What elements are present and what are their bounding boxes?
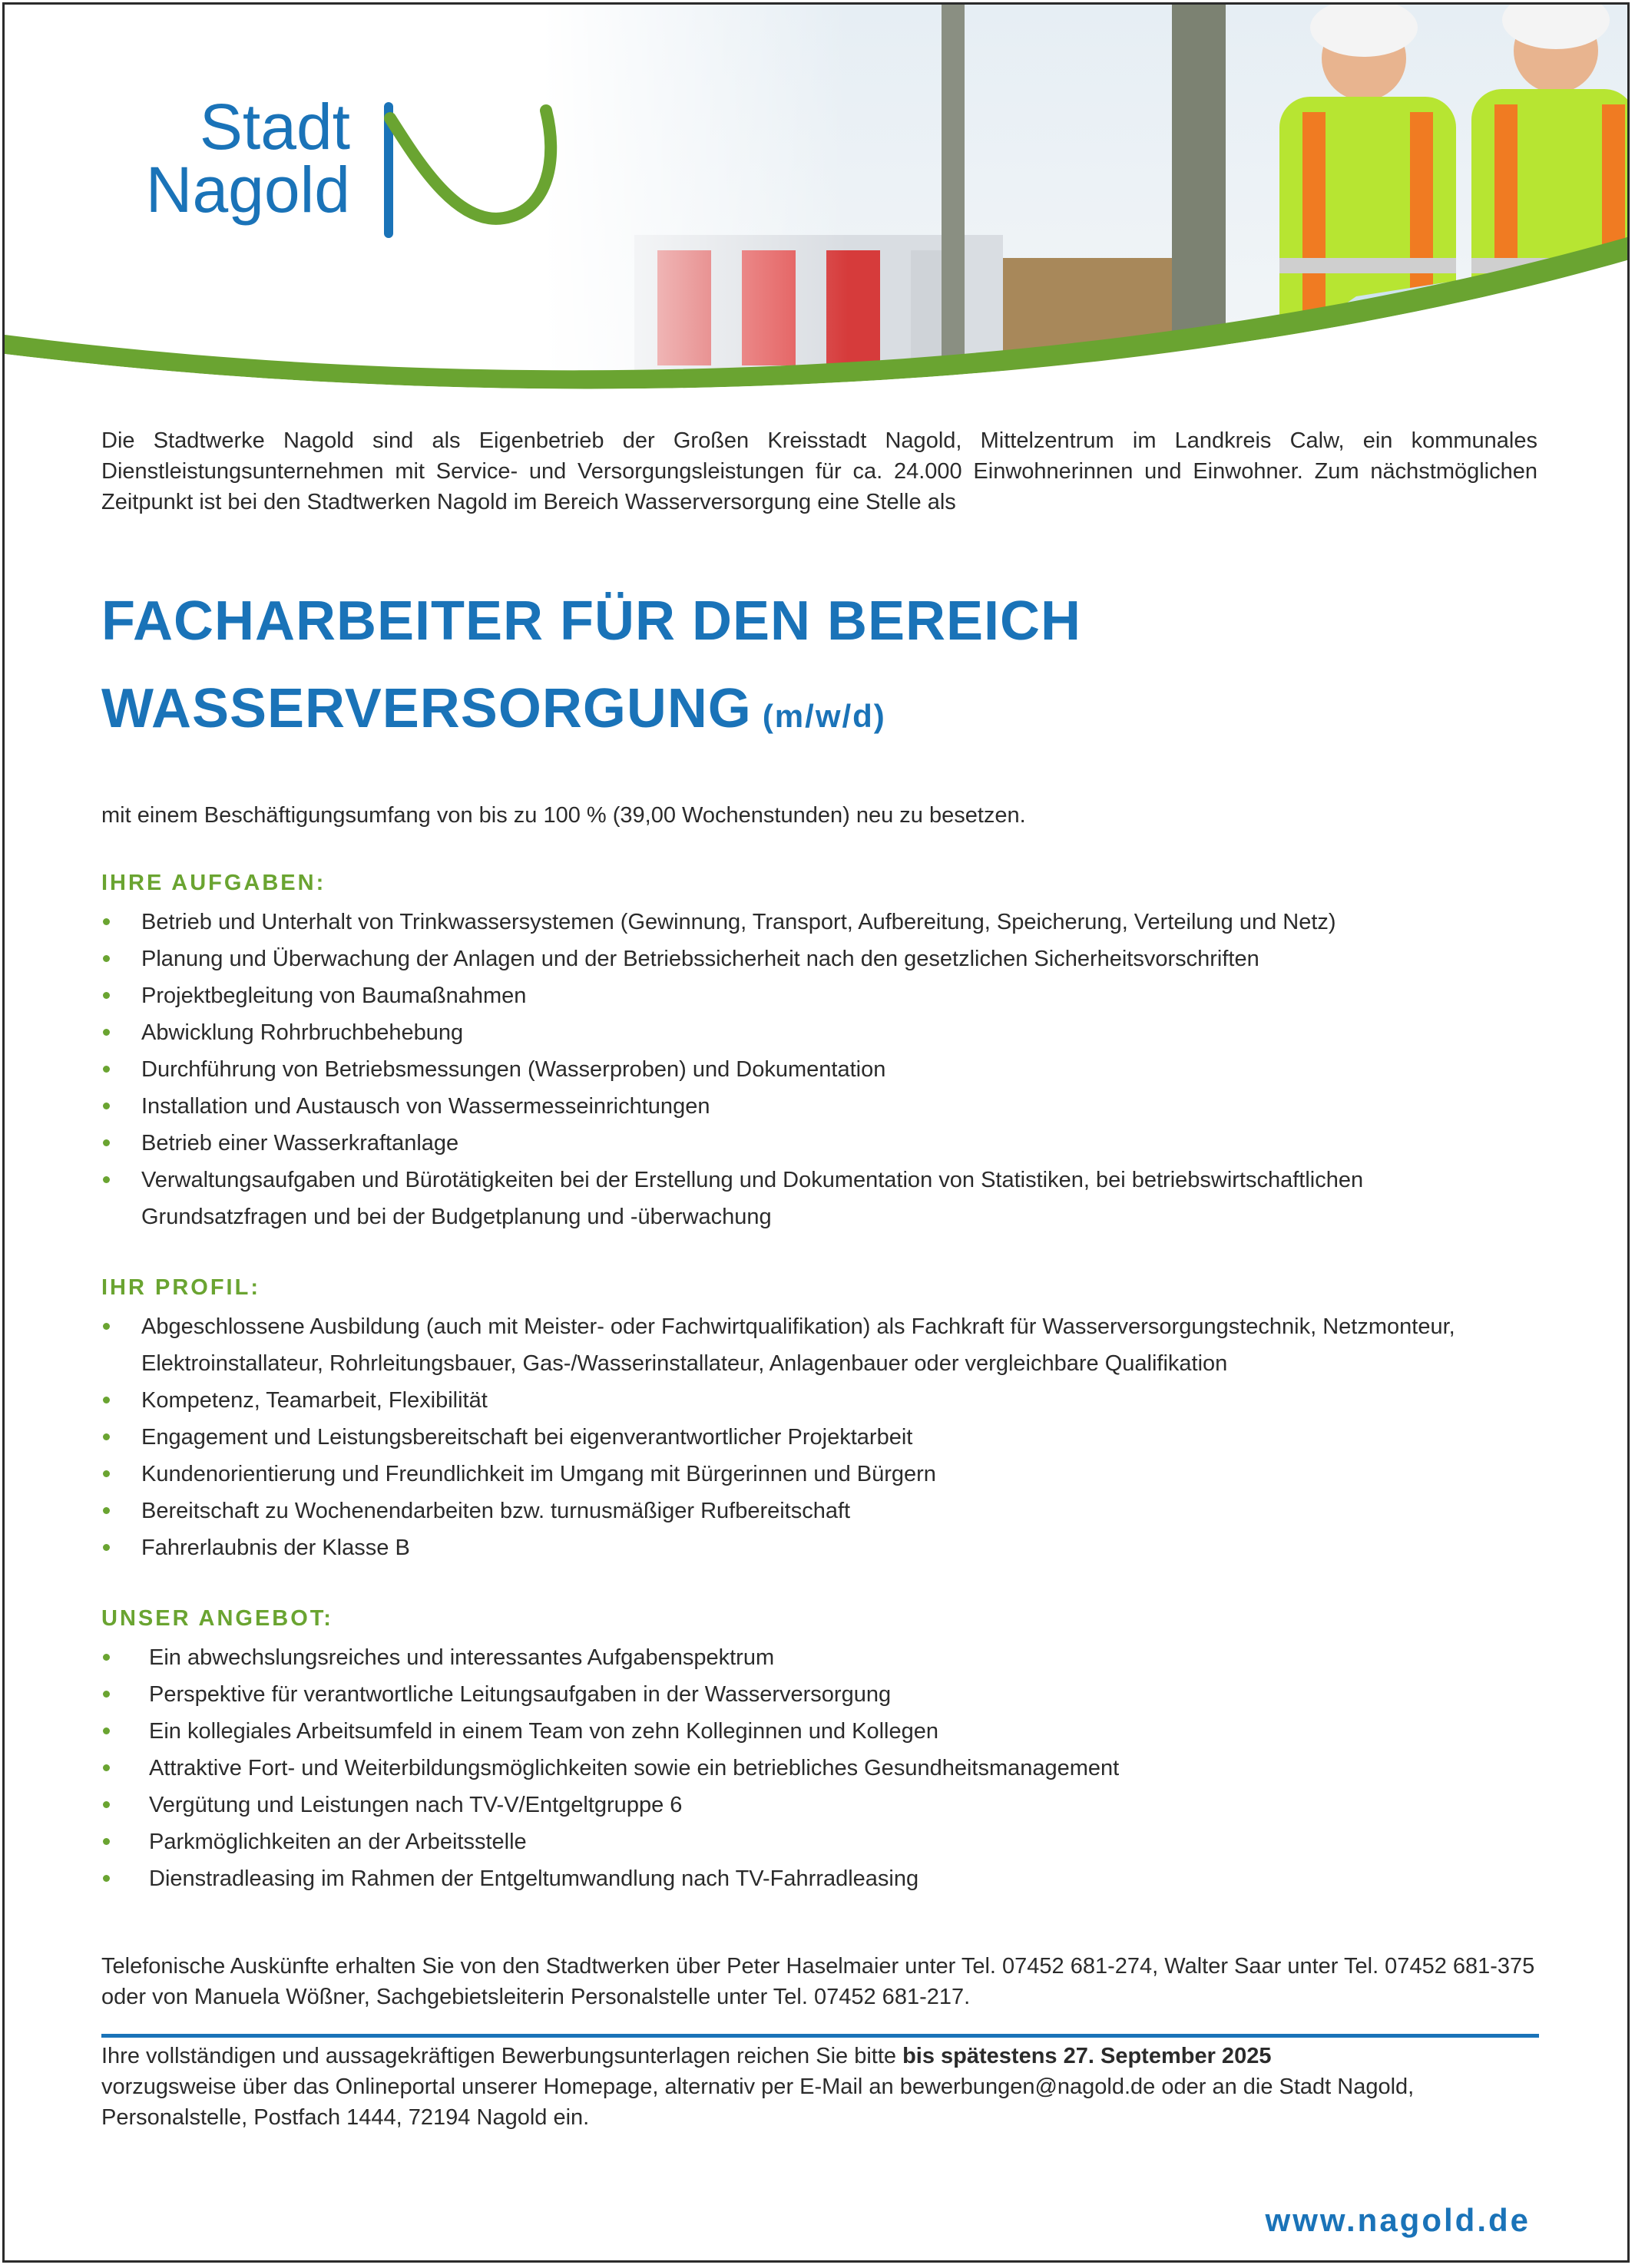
list-item-text: Abgeschlossene Ausbildung (auch mit Meister- oder Fachwirtqualifikation) als Fachkraft für Wasserversorgungstechnik, Netzmonteur, Elektroinstallateur, Rohrleitungsbauer, Gas-/Wasserinstallateur, Anlagenbauer oder vergleichbare Qualifikation bbox=[141, 1314, 1455, 1376]
list-item bbox=[101, 1823, 1537, 1860]
job-title bbox=[101, 577, 1537, 760]
list-item-text: Abwicklung Rohrbruchbehebung bbox=[141, 1020, 464, 1045]
logo-line-1: Stadt bbox=[199, 91, 350, 163]
job-title-line-2: WASSERVERSORGUNG bbox=[101, 678, 752, 739]
list-item-text: Verwaltungsaufgaben und Bürotätigkeiten bei der Erstellung und Dokumentation von Statistiken, bei betriebswirtschaftlichen Grundsatzfragen und bei der Budgetplanung und -überwachung bbox=[141, 1168, 1364, 1229]
employment-scope: mit einem Beschäftigungsumfang von bis zu 100 % (39,00 Wochenstunden) neu zu besetzen. bbox=[101, 803, 1026, 828]
list-item bbox=[101, 1125, 1537, 1162]
bullet-icon bbox=[103, 1875, 110, 1882]
job-title-line-1: FACHARBEITER FÜR DEN BEREICH bbox=[101, 590, 1082, 652]
aufgaben-list bbox=[101, 904, 1537, 1235]
list-item-text: Planung und Überwachung der Anlagen und der Betriebssicherheit nach den gesetzlichen Sicherheitsvorschriften bbox=[141, 947, 1259, 971]
bullet-icon bbox=[103, 955, 110, 962]
bullet-icon bbox=[103, 1029, 110, 1036]
list-item-text: Attraktive Fort- und Weiterbildungsmöglichkeiten sowie ein betriebliches Gesundheitsmanagement bbox=[149, 1756, 1120, 1780]
bullet-icon bbox=[103, 1176, 110, 1183]
list-item bbox=[101, 1787, 1537, 1823]
list-item bbox=[101, 941, 1537, 977]
list-item bbox=[101, 1088, 1537, 1125]
bullet-icon bbox=[103, 1433, 110, 1440]
list-item bbox=[101, 1308, 1537, 1382]
gender-suffix: (m/w/d) bbox=[762, 698, 886, 734]
stadt-nagold-logo bbox=[97, 91, 573, 249]
list-item bbox=[101, 977, 1537, 1014]
logo-wordmark bbox=[97, 91, 350, 226]
list-item-text: Projektbegleitung von Baumaßnahmen bbox=[141, 984, 527, 1008]
contact-paragraph: Telefonische Auskünfte erhalten Sie von den Stadtwerken über Peter Haselmaier unter Tel. 07452 681-274, Walter Saar unter Tel. 07452 681-375 oder von Manuela Wößner, Sachgebietsleiterin Personalstelle unter Tel. 07452 681-217. bbox=[101, 1954, 1535, 2009]
application-lead: Ihre vollständigen und aussagekräftigen Bewerbungsunterlagen reichen Sie bitte bbox=[101, 2044, 903, 2068]
bullet-icon bbox=[103, 1139, 110, 1146]
intro-paragraph: Die Stadtwerke Nagold sind als Eigenbetrieb der Großen Kreisstadt Nagold, Mittelzentrum im Landkreis Calw, ein kommunales Dienstleistungsunternehmen mit Service- und Versorgungsleistungen für ca. 24.000 Einwohnerinnen und Einwohner. Zum nächstmöglichen Zeitpunkt ist bei den Stadtwerken Nagold im Bereich Wasserversorgung eine Stelle als bbox=[101, 428, 1537, 514]
bullet-icon bbox=[103, 1066, 110, 1073]
profil-list bbox=[101, 1308, 1537, 1566]
section-heading-aufgaben: IHRE AUFGABEN: bbox=[101, 871, 326, 895]
list-item bbox=[101, 1639, 1537, 1676]
divider-line bbox=[101, 2034, 1539, 2038]
bullet-icon bbox=[103, 1727, 110, 1734]
bullet-icon bbox=[103, 1507, 110, 1514]
list-item bbox=[101, 1713, 1537, 1750]
list-item-text: Installation und Austausch von Wassermesseinrichtungen bbox=[141, 1094, 710, 1119]
list-item bbox=[101, 1493, 1537, 1529]
list-item-text: Durchführung von Betriebsmessungen (Wasserproben) und Dokumentation bbox=[141, 1057, 886, 1082]
list-item-text: Parkmöglichkeiten an der Arbeitsstelle bbox=[149, 1830, 527, 1854]
list-item bbox=[101, 1860, 1537, 1897]
application-paragraph bbox=[101, 2041, 1539, 2133]
section-heading-angebot: UNSER ANGEBOT: bbox=[101, 1606, 333, 1631]
list-item bbox=[101, 1529, 1537, 1566]
application-deadline: bis spätestens 27. September 2025 bbox=[902, 2044, 1272, 2068]
list-item bbox=[101, 1750, 1537, 1787]
bullet-icon bbox=[103, 1103, 110, 1109]
main-content bbox=[101, 425, 1537, 2012]
bullet-icon bbox=[103, 1397, 110, 1403]
logo-line-2: Nagold bbox=[145, 154, 350, 226]
bullet-icon bbox=[103, 1323, 110, 1330]
list-item-text: Ein abwechslungsreiches und interessantes Aufgabenspektrum bbox=[149, 1645, 775, 1670]
list-item-text: Betrieb einer Wasserkraftanlage bbox=[141, 1131, 459, 1155]
list-item bbox=[101, 1162, 1537, 1235]
list-item-text: Betrieb und Unterhalt von Trinkwassersystemen (Gewinnung, Transport, Aufbereitung, Speicherung, Verteilung und Netz) bbox=[141, 910, 1336, 934]
list-item-text: Kundenorientierung und Freundlichkeit im Umgang mit Bürgerinnen und Bürgern bbox=[141, 1462, 936, 1486]
list-item-text: Fahrerlaubnis der Klasse B bbox=[141, 1536, 410, 1560]
bullet-icon bbox=[103, 992, 110, 999]
bullet-icon bbox=[103, 1544, 110, 1551]
list-item bbox=[101, 1014, 1537, 1051]
list-item-text: Dienstradleasing im Rahmen der Entgeltumwandlung nach TV-Fahrradleasing bbox=[149, 1866, 919, 1891]
list-item bbox=[101, 1419, 1537, 1456]
list-item bbox=[101, 1456, 1537, 1493]
bullet-icon bbox=[103, 1838, 110, 1845]
list-item bbox=[101, 904, 1537, 941]
list-item bbox=[101, 1676, 1537, 1713]
bullet-icon bbox=[103, 1470, 110, 1477]
list-item-text: Engagement und Leistungsbereitschaft bei eigenverantwortlicher Projektarbeit bbox=[141, 1425, 913, 1450]
website-link[interactable]: www.nagold.de bbox=[1265, 2202, 1531, 2238]
list-item bbox=[101, 1051, 1537, 1088]
list-item-text: Kompetenz, Teamarbeit, Flexibilität bbox=[141, 1388, 488, 1413]
bullet-icon bbox=[103, 918, 110, 925]
list-item-text: Bereitschaft zu Wochenendarbeiten bzw. turnusmäßiger Rufbereitschaft bbox=[141, 1499, 851, 1523]
section-heading-profil: IHR PROFIL: bbox=[101, 1275, 260, 1300]
bullet-icon bbox=[103, 1764, 110, 1771]
bullet-icon bbox=[103, 1654, 110, 1661]
bullet-icon bbox=[103, 1801, 110, 1808]
bullet-icon bbox=[103, 1691, 110, 1698]
page-frame bbox=[2, 2, 1630, 2263]
list-item-text: Ein kollegiales Arbeitsumfeld in einem Team von zehn Kolleginnen und Kollegen bbox=[149, 1719, 939, 1744]
list-item-text: Vergütung und Leistungen nach TV-V/Entgeltgruppe 6 bbox=[149, 1793, 683, 1817]
logo-n-swoosh-icon bbox=[373, 95, 573, 249]
application-details: vorzugsweise über das Onlineportal unserer Homepage, alternativ per E-Mail an bewerbungen@nagold.de oder an die Stadt Nagold, Personalstelle, Postfach 1444, 72194 Nagold ein. bbox=[101, 2075, 1415, 2130]
list-item-text: Perspektive für verantwortliche Leitungsaufgaben in der Wasserversorgung bbox=[149, 1682, 892, 1707]
angebot-list bbox=[101, 1639, 1537, 1897]
header bbox=[5, 5, 1630, 404]
list-item bbox=[101, 1382, 1537, 1419]
